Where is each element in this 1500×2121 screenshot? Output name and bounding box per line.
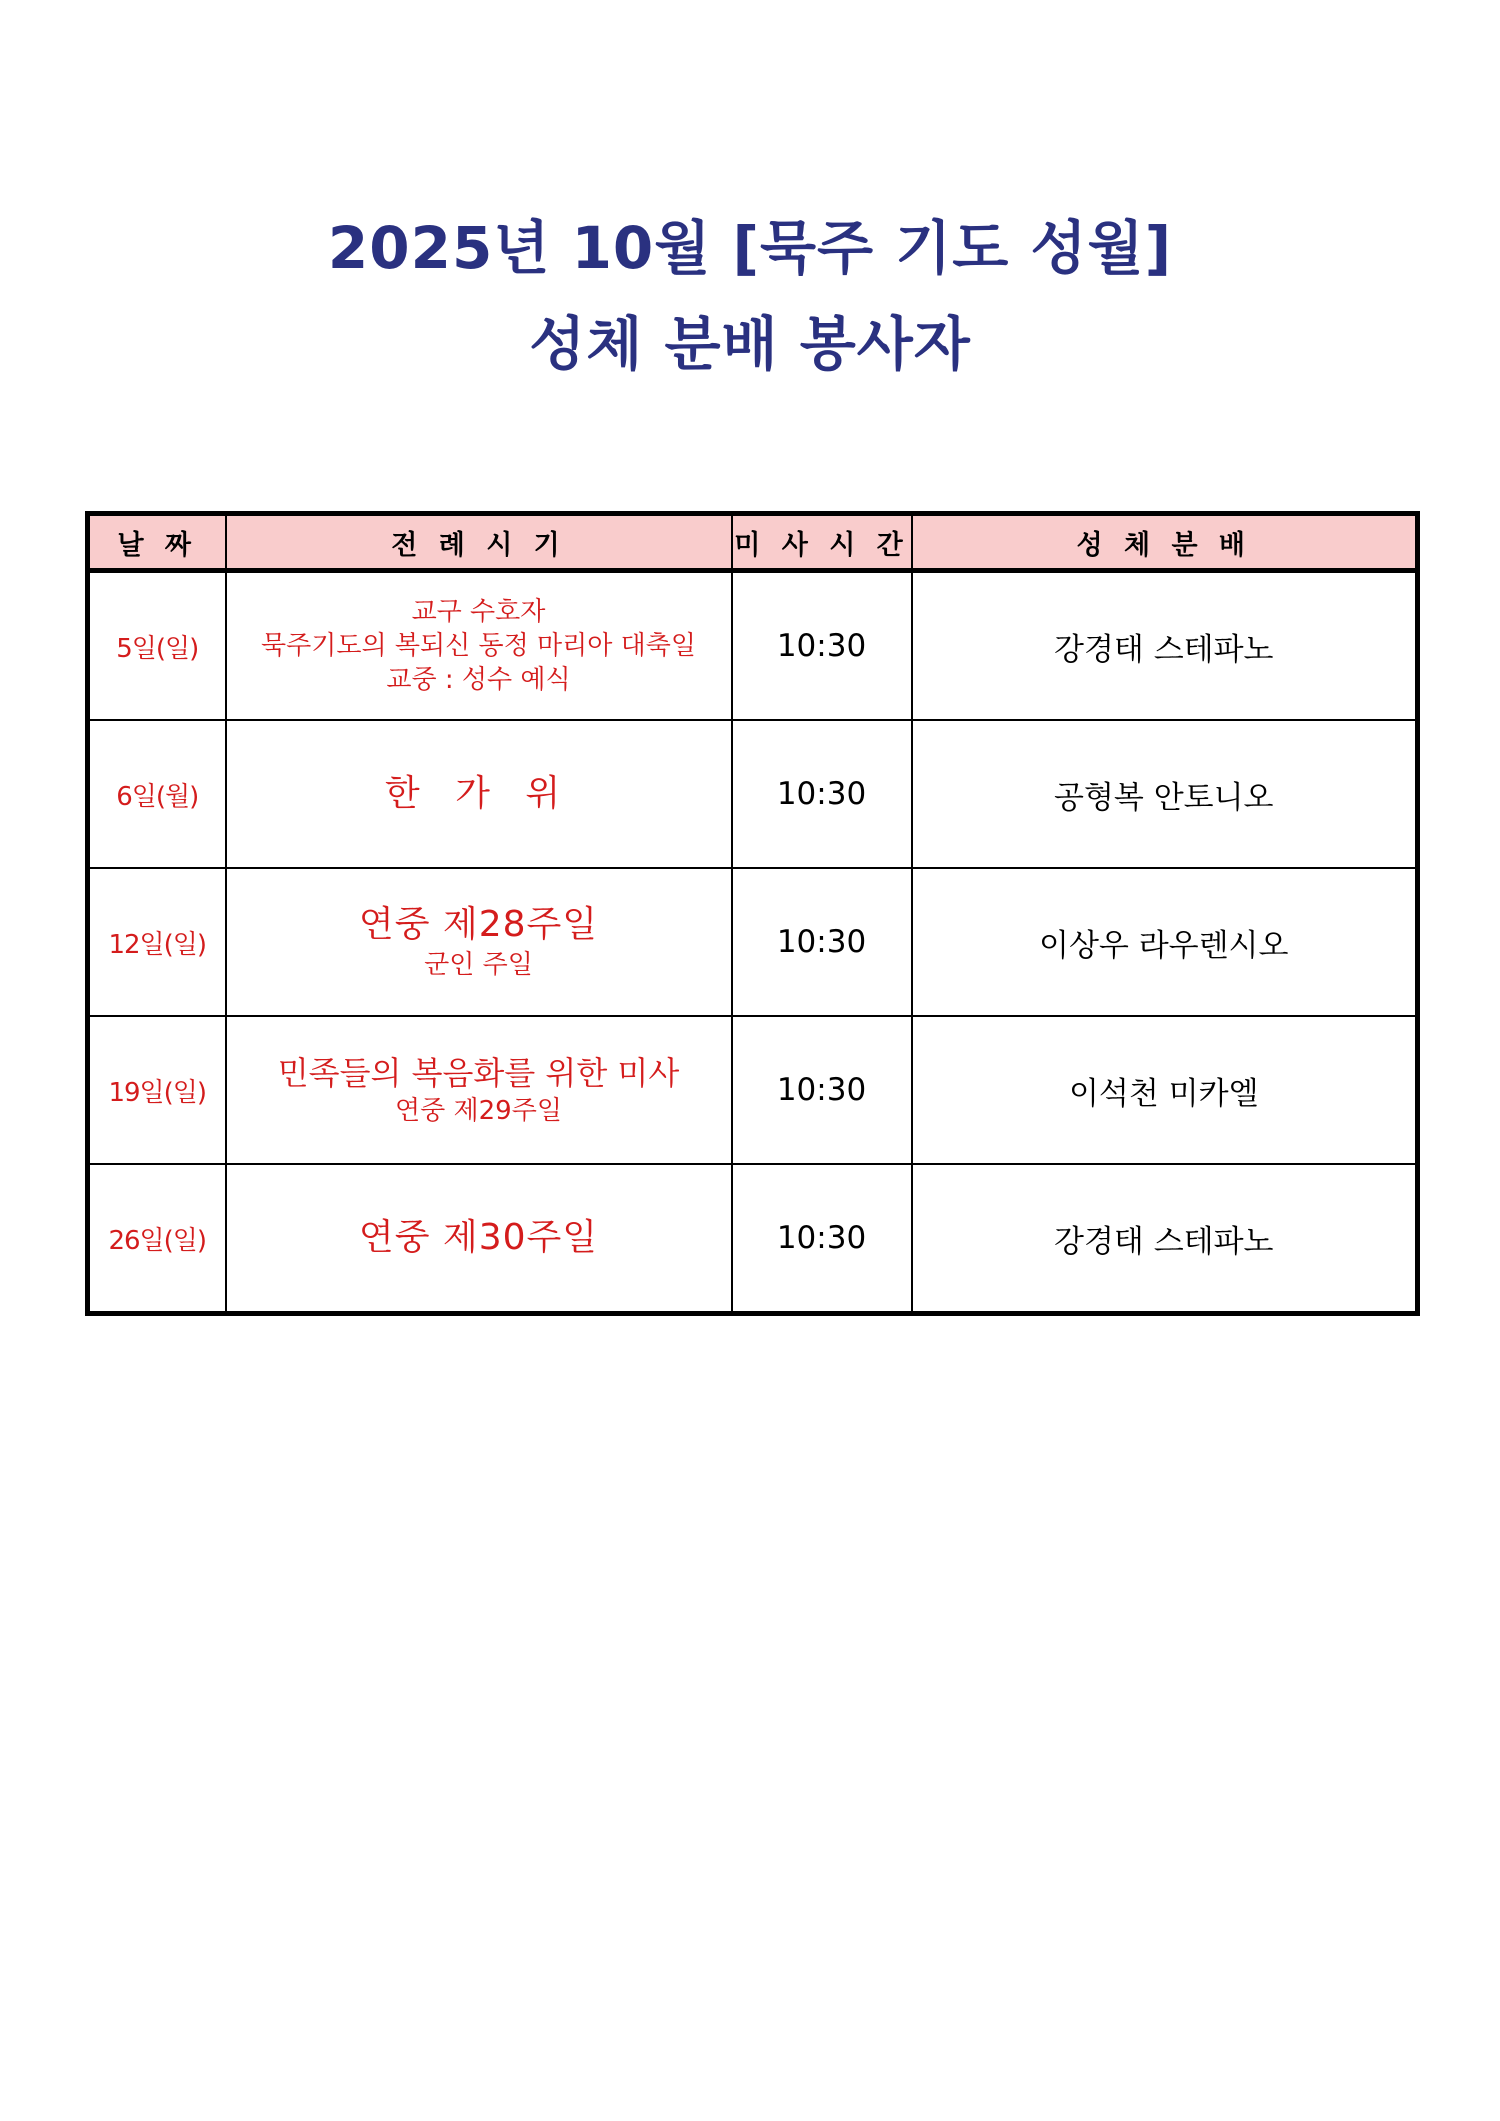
liturgy-cell [226,571,732,721]
time-cell: 10:30 [732,571,912,721]
header-row [88,514,1418,571]
document-title [0,200,1500,392]
minister-cell: 이상우 라우렌시오 [912,868,1418,1016]
minister-cell: 강경태 스테파노 [912,1164,1418,1314]
table-row [88,868,1418,1016]
header-liturgy: 전 례 시 기 [226,514,732,571]
time-cell: 10:30 [732,868,912,1016]
liturgy-line: 연중 제29주일 [395,1096,562,1126]
liturgy-cell [226,1164,732,1314]
table-row [88,720,1418,868]
date-cell: 19일(일) [88,1016,226,1164]
table-row [88,571,1418,721]
minister-cell: 강경태 스테파노 [912,571,1418,721]
table-row [88,1164,1418,1314]
liturgy-cell [226,1016,732,1164]
time-cell: 10:30 [732,1016,912,1164]
liturgy-line: 연중 제30주일 [358,1217,599,1258]
minister-cell: 이석천 미카엘 [912,1016,1418,1164]
minister-cell: 공형복 안토니오 [912,720,1418,868]
date-cell: 5일(일) [88,571,226,721]
liturgy-line: 교구 수호자 [411,597,546,627]
liturgy-line: 교중 : 성수 예식 [386,665,571,695]
liturgy-line: 연중 제28주일 [358,904,599,945]
liturgy-line: 묵주기도의 복되신 동정 마리아 대축일 [261,631,696,661]
date-cell: 6일(월) [88,720,226,868]
date-cell: 12일(일) [88,868,226,1016]
liturgy-line: 군인 주일 [424,950,533,980]
header-date: 날 짜 [88,514,226,571]
title-line-2: 성체 분배 봉사자 [529,310,971,378]
liturgy-line: 한 가 위 [384,773,573,814]
title-line-1: 2025년 10월 [묵주 기도 성월] [327,214,1173,282]
liturgy-line: 민족들의 복음화를 위한 미사 [277,1054,680,1092]
schedule-table [85,511,1420,1316]
liturgy-cell [226,720,732,868]
date-cell: 26일(일) [88,1164,226,1314]
time-cell: 10:30 [732,1164,912,1314]
liturgy-cell [226,868,732,1016]
header-mass-time: 미 사 시 간 [732,514,912,571]
time-cell: 10:30 [732,720,912,868]
header-minister: 성 체 분 배 [912,514,1418,571]
table-row [88,1016,1418,1164]
